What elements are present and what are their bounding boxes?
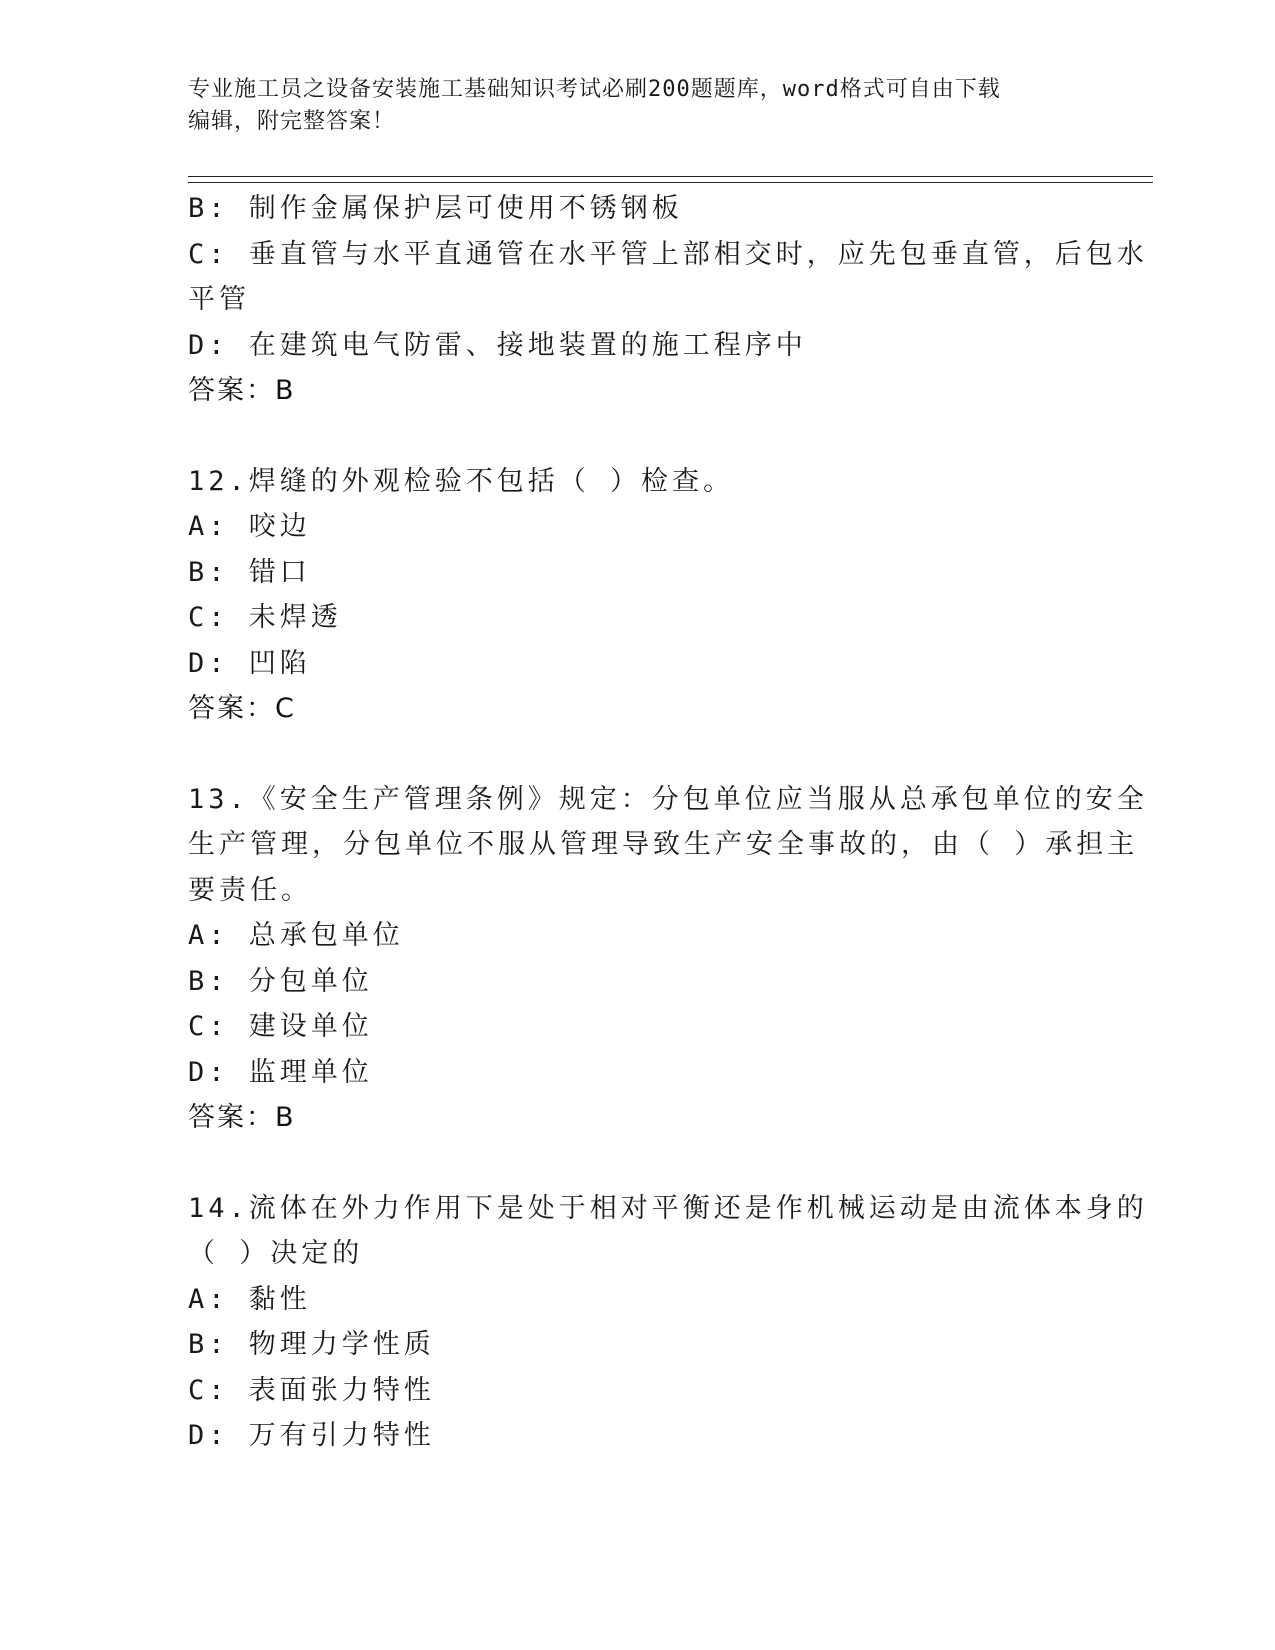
spacer [188, 414, 1078, 459]
spacer [188, 1141, 1078, 1186]
question-13-block [188, 777, 1148, 1141]
q14-option-d: D: 万有引力特性 [188, 1420, 435, 1451]
q12-option-b: B: 错口 [188, 556, 311, 588]
q14-option-b: B: 物理力学性质 [188, 1329, 435, 1360]
header-rule-top [188, 176, 1153, 177]
q12-option-c: C: 未焊透 [188, 602, 342, 633]
q14-question-line-1: 14.流体在外力作用下是处于相对平衡还是作机械运动是由流体本身的 [188, 1192, 1148, 1224]
q11-option-d: D: 在建筑电气防雷、接地装置的施工程序中 [188, 329, 807, 361]
document-header [188, 74, 1068, 138]
q13-question-line-2: 生产管理，分包单位不服从管理导致生产安全事故的，由（ ）承担主 [188, 829, 1139, 860]
q14-option-a: A: 黏性 [188, 1283, 311, 1315]
question-12-block [188, 459, 1078, 732]
q14-question-line-2: （ ）决定的 [188, 1238, 364, 1269]
spacer [188, 732, 1078, 777]
document-body [188, 186, 1148, 1459]
q12-option-a: A: 咬边 [188, 511, 311, 542]
q13-option-c: C: 建设单位 [188, 1011, 373, 1042]
q11-option-c-line-2: 平管 [188, 284, 250, 315]
q13-option-b: B: 分包单位 [188, 965, 373, 997]
q12-question: 12.焊缝的外观检验不包括（ ）检查。 [188, 465, 735, 497]
question-14-block [188, 1186, 1148, 1459]
q11-answer: 答案：B [188, 375, 296, 406]
q12-answer: 答案：C [188, 693, 296, 724]
q13-question-line-3: 要责任。 [188, 874, 312, 906]
q13-option-d: D: 监理单位 [188, 1056, 373, 1088]
header-rule-bottom [188, 182, 1153, 183]
q13-option-a: A: 总承包单位 [188, 920, 404, 951]
q11-option-b: B: 制作金属保护层可使用不锈钢板 [188, 193, 683, 224]
header-line-2: 编辑，附完整答案！ [188, 109, 396, 134]
q13-question-line-1: 13.《安全生产管理条例》规定：分包单位应当服从总承包单位的安全 [188, 783, 1148, 815]
header-line-1: 专业施工员之设备安装施工基础知识考试必刷200题题库，word格式可自由下载 [188, 77, 1001, 102]
question-11-block [188, 186, 1148, 414]
q12-option-d: D: 凹陷 [188, 647, 311, 679]
q13-answer: 答案：B [188, 1102, 296, 1133]
q11-option-c-line-1: C: 垂直管与水平直通管在水平管上部相交时，应先包垂直管，后包水 [188, 238, 1148, 270]
q14-option-c: C: 表面张力特性 [188, 1374, 435, 1406]
